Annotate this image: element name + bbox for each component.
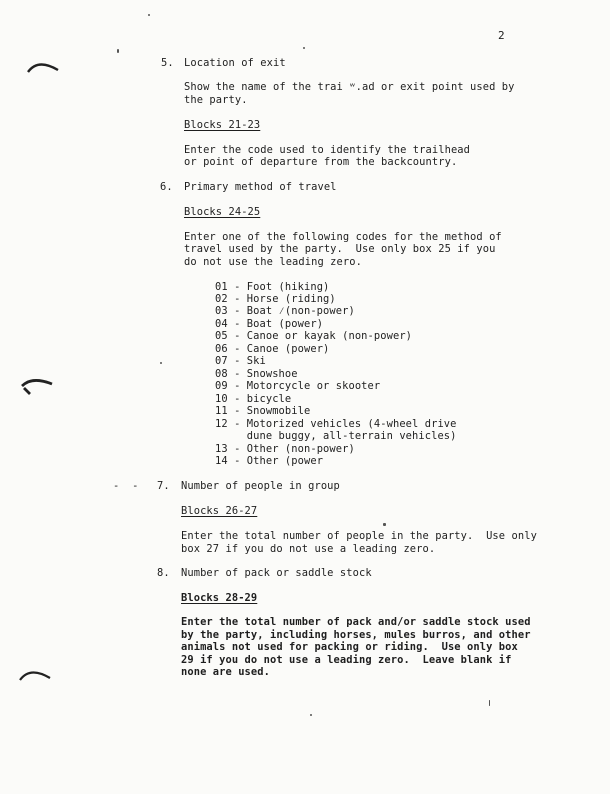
section-8-instruction-line: none are used.	[181, 666, 270, 678]
travel-code-item: 14 - Other (power	[215, 455, 324, 467]
travel-code-item: 06 - Canoe (power)	[215, 343, 330, 355]
section-6-instruction-line: Enter one of the following codes for the method of	[184, 231, 502, 243]
section-6-number: 6.	[160, 181, 173, 193]
travel-code-item: 08 - Snowshoe	[215, 368, 298, 380]
travel-code-item: 07 - Ski	[215, 355, 266, 367]
travel-code-item: 04 - Boat (power)	[215, 318, 324, 330]
speck	[117, 49, 119, 53]
travel-code-item: 10 - bicycle	[215, 393, 292, 405]
binder-hole-mark-bottom	[18, 666, 52, 684]
section-7-title: Number of people in group	[181, 480, 340, 492]
speck	[303, 47, 305, 49]
speck	[310, 714, 312, 716]
section-7-blocks-label: Blocks 26-27	[181, 505, 258, 517]
speck	[489, 700, 490, 706]
section-8-instruction-line: 29 if you do not use a leading zero. Leave blank if	[181, 654, 512, 666]
travel-code-item: 05 - Canoe or kayak (non-power)	[215, 330, 413, 342]
section-6-title: Primary method of travel	[184, 181, 337, 193]
section-7-instruction-line: Enter the total number of people in the party. Use only	[181, 530, 537, 542]
travel-code-item: 11 - Snowmobile	[215, 405, 311, 417]
section-5-title: Location of exit	[184, 57, 286, 69]
section-7-number: 7.	[157, 480, 170, 492]
travel-code-item: 01 - Foot (hiking)	[215, 281, 330, 293]
travel-code-item: dune buggy, all-terrain vehicles)	[215, 430, 457, 442]
section-7-instruction-line: box 27 if you do not use a leading zero.	[181, 543, 436, 555]
travel-code-item: 13 - Other (non-power)	[215, 443, 355, 455]
section-8-blocks-label: Blocks 28-29	[181, 592, 258, 604]
section-6-instruction-line: travel used by the party. Use only box 25 if you	[184, 243, 496, 255]
speck	[383, 523, 386, 526]
binder-hole-mark-top	[26, 58, 60, 76]
travel-code-item: 02 - Horse (riding)	[215, 293, 336, 305]
section-5-description-line: the party.	[184, 94, 248, 106]
section-8-instruction-line: Enter the total number of pack and/or saddle stock used	[181, 616, 531, 628]
section-5-instruction-line: or point of departure from the backcountry.	[184, 156, 458, 168]
binder-hole-mark-middle	[20, 374, 54, 396]
travel-code-item: 09 - Motorcycle or skooter	[215, 380, 381, 392]
section-5-instruction-line: Enter the code used to identify the trailhead	[184, 144, 471, 156]
section-8-instruction-line: animals not used for packing or riding. Use only box	[181, 641, 518, 653]
travel-code-item: 03 - Boat ⁄(non-power)	[215, 305, 355, 317]
section-6-blocks-label: Blocks 24-25	[184, 206, 261, 218]
section-6-instruction-line: do not use the leading zero.	[184, 256, 362, 268]
section-8-instruction-line: by the party, including horses, mules burros, and other	[181, 629, 531, 641]
section-5-description-line: Show the name of the trai ʷ.ad or exit point used by	[184, 81, 515, 93]
page-number: 2	[498, 29, 505, 42]
section-5-number: 5.	[161, 57, 174, 69]
section-5-blocks-label: Blocks 21-23	[184, 119, 261, 131]
speck	[160, 362, 162, 364]
section-8-title: Number of pack or saddle stock	[181, 567, 372, 579]
speck	[148, 14, 150, 16]
section-7-dash-mark: - -	[113, 480, 139, 492]
section-8-number: 8.	[157, 567, 170, 579]
travel-code-item: 12 - Motorized vehicles (4-wheel drive	[215, 418, 457, 430]
